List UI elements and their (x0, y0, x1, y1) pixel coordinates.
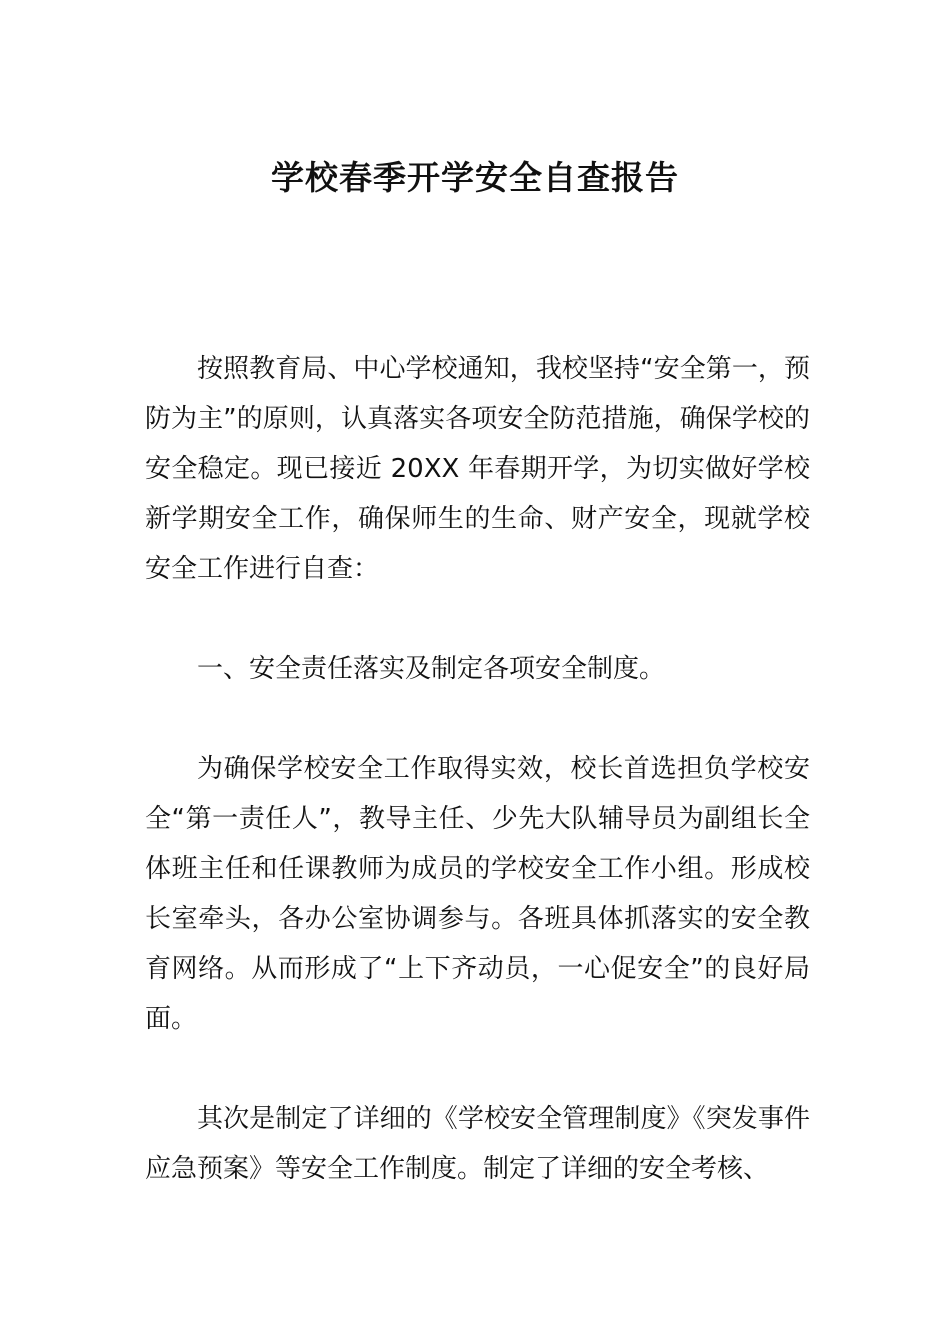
document-title: 学校春季开学安全自查报告 (271, 158, 679, 197)
paragraph-intro: 按照教育局、中心学校通知，我校坚持“安全第一，预防为主”的原则，认真落实各项安全防范措施，确保学校的安全稳定。现已接近 20XX 年春期开学，为切实做好学校新学期安全工作，确保师生的生命、财产安全，现就学校安全工作进行自查： (145, 354, 810, 584)
paragraph-responsibility: 为确保学校安全工作取得实效，校长首选担负学校安全“第一责任人”，教导主任、少先大队辅导员为副组长全体班主任和任课教师为成员的学校安全工作小组。形成校长室牵头，各办公室协调参与。各班具体抓落实的安全教育网络。从而形成了“上下齐动员，一心促安全”的良好局面。 (145, 754, 810, 1034)
section-heading-1: 一、安全责任落实及制定各项安全制度。 (197, 654, 666, 684)
paragraph-regulations: 其次是制定了详细的《学校安全管理制度》《突发事件应急预案》等安全工作制度。制定了详细的安全考核、 (145, 1104, 810, 1184)
